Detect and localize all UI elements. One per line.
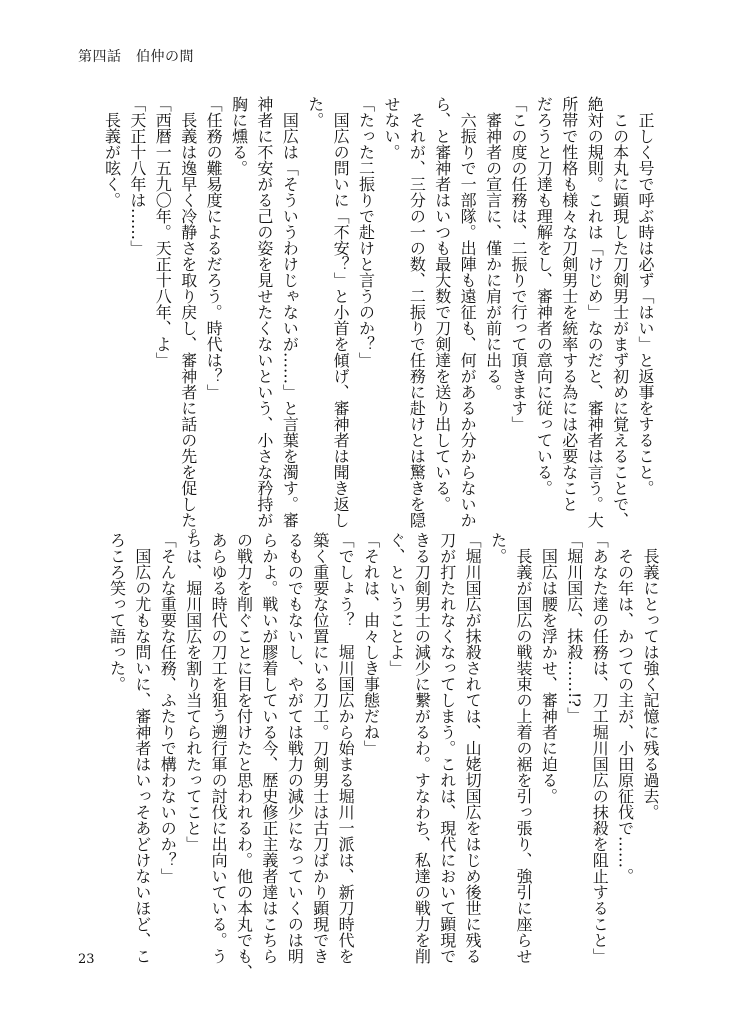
- text-column: るものでもないし、やがては戦力の減少になっていくのは明: [285, 532, 305, 964]
- text-column: その年は、かつての主が、小田原征伐で……。: [615, 532, 635, 884]
- text-column: 「この度の任務は、二振りで行って頂きます」: [508, 96, 528, 432]
- text-column: 長義が国広の戦装束の上着の裾を引っ張り、強引に座らせ: [513, 532, 533, 964]
- text-column: 「あなた達の任務は、刀工堀川国広の抹殺を阻止すること」: [590, 532, 610, 964]
- text-column: 「西暦一五九〇年。天正十八年、よ」: [153, 96, 173, 368]
- text-column: 「堀川国広が抹殺されては、山姥切国広をはじめ後世に残る: [463, 532, 483, 964]
- text-column: た。: [488, 532, 508, 564]
- text-column: らかよ。戦いが膠着している今、歴史修正主義者達はこちら: [259, 532, 279, 964]
- text-column: それが、三分の一の数、二振りで任務に赴けとは驚きを隠: [407, 96, 427, 528]
- text-column: ちは、堀川国広を割り当てられたってこと」: [183, 532, 203, 852]
- text-column: の戦力を削ぐことに目を付けたと思われるわ。他の本丸でも、: [234, 532, 254, 980]
- text-column: 長義は逸早く冷静さを取り戻し、審神者に話の先を促した。: [178, 96, 198, 544]
- text-column: 絶対の規則。これは「けじめ」なのだと、審神者は言う。大: [585, 96, 605, 528]
- text-column: 胸に燻る。: [229, 96, 249, 176]
- text-column: 刀が打たれなくなってしまう。これは、現代において顕現で: [437, 532, 457, 964]
- text-column: た。: [305, 96, 325, 128]
- text-column: この本丸に顕現した刀剣男士がまず初めに覚えることで、: [610, 96, 630, 528]
- text-column: 「堀川国広、抹殺……!?」: [564, 532, 584, 724]
- text-column: だろうと刀達も理解をし、審神者の意向に従っている。: [534, 96, 554, 496]
- text-column: 築く重要な位置にいる刀工。刀剣男士は古刀ばかり顕現でき: [310, 532, 330, 964]
- text-column: 「それは、由々しき事態だね」: [361, 532, 381, 756]
- text-column: 国広の問いに「不安？」と小首を傾げ、審神者は聞き返し: [331, 96, 351, 528]
- chapter-title: 第四話 伯仲の間: [78, 49, 194, 65]
- text-column: 「天正十八年は……」: [127, 96, 147, 256]
- text-column: 長義にとっては強く記憶に残る過去。: [641, 532, 660, 820]
- text-block-bottom: [104, 532, 663, 980]
- text-column: 国広は「そういうわけじゃないが……」と言葉を濁す。審: [280, 96, 300, 528]
- text-column: ら、と審神者はいつも最大数で刀剣達を送り出している。: [432, 96, 452, 512]
- text-block-top: [99, 96, 658, 544]
- text-column: せない。: [381, 96, 401, 160]
- text-column: きる刀剣男士の減少に繋がるわ。すなわち、私達の戦力を削: [412, 532, 432, 964]
- text-column: ぐ、ということよ」: [386, 532, 406, 676]
- text-column: 「たった二振りで赴けと言うのか？」: [356, 96, 376, 368]
- page-number: 23: [78, 952, 95, 967]
- text-column: 六振りで一部隊。出陣も遠征も、何があるか分からないか: [458, 96, 478, 528]
- text-column: 「そんな重要な任務、ふたりで構わないのか？」: [158, 532, 178, 884]
- text-column: 「任務の難易度によるだろう。時代は？」: [204, 96, 224, 400]
- text-column: 国広の尤もな問いに、審神者はいっそあどけないほど、こ: [132, 532, 152, 964]
- text-column: 国広は腰を浮かせ、審神者に迫る。: [539, 532, 559, 804]
- text-column: 長義が呟く。: [102, 96, 122, 208]
- text-column: 「でしょう？ 堀川国広から始まる堀川一派は、新刀時代を: [336, 532, 356, 964]
- text-column: 所帯で性格も様々な刀剣男士を統率する為には必要なこと: [559, 96, 579, 512]
- text-column: 審神者の宣言に、僅かに肩が前に出る。: [483, 96, 503, 400]
- text-column: ろころ笑って語った。: [107, 532, 127, 692]
- text-column: 正しく号で呼ぶ時は必ず「はい」と返事をすること。: [636, 96, 655, 496]
- text-column: あらゆる時代の刀工を狙う遡行軍の討伐に出向いている。う: [209, 532, 229, 964]
- text-column: 神者に不安がる己の姿を見せたくないという、小さな矜持が: [254, 96, 274, 528]
